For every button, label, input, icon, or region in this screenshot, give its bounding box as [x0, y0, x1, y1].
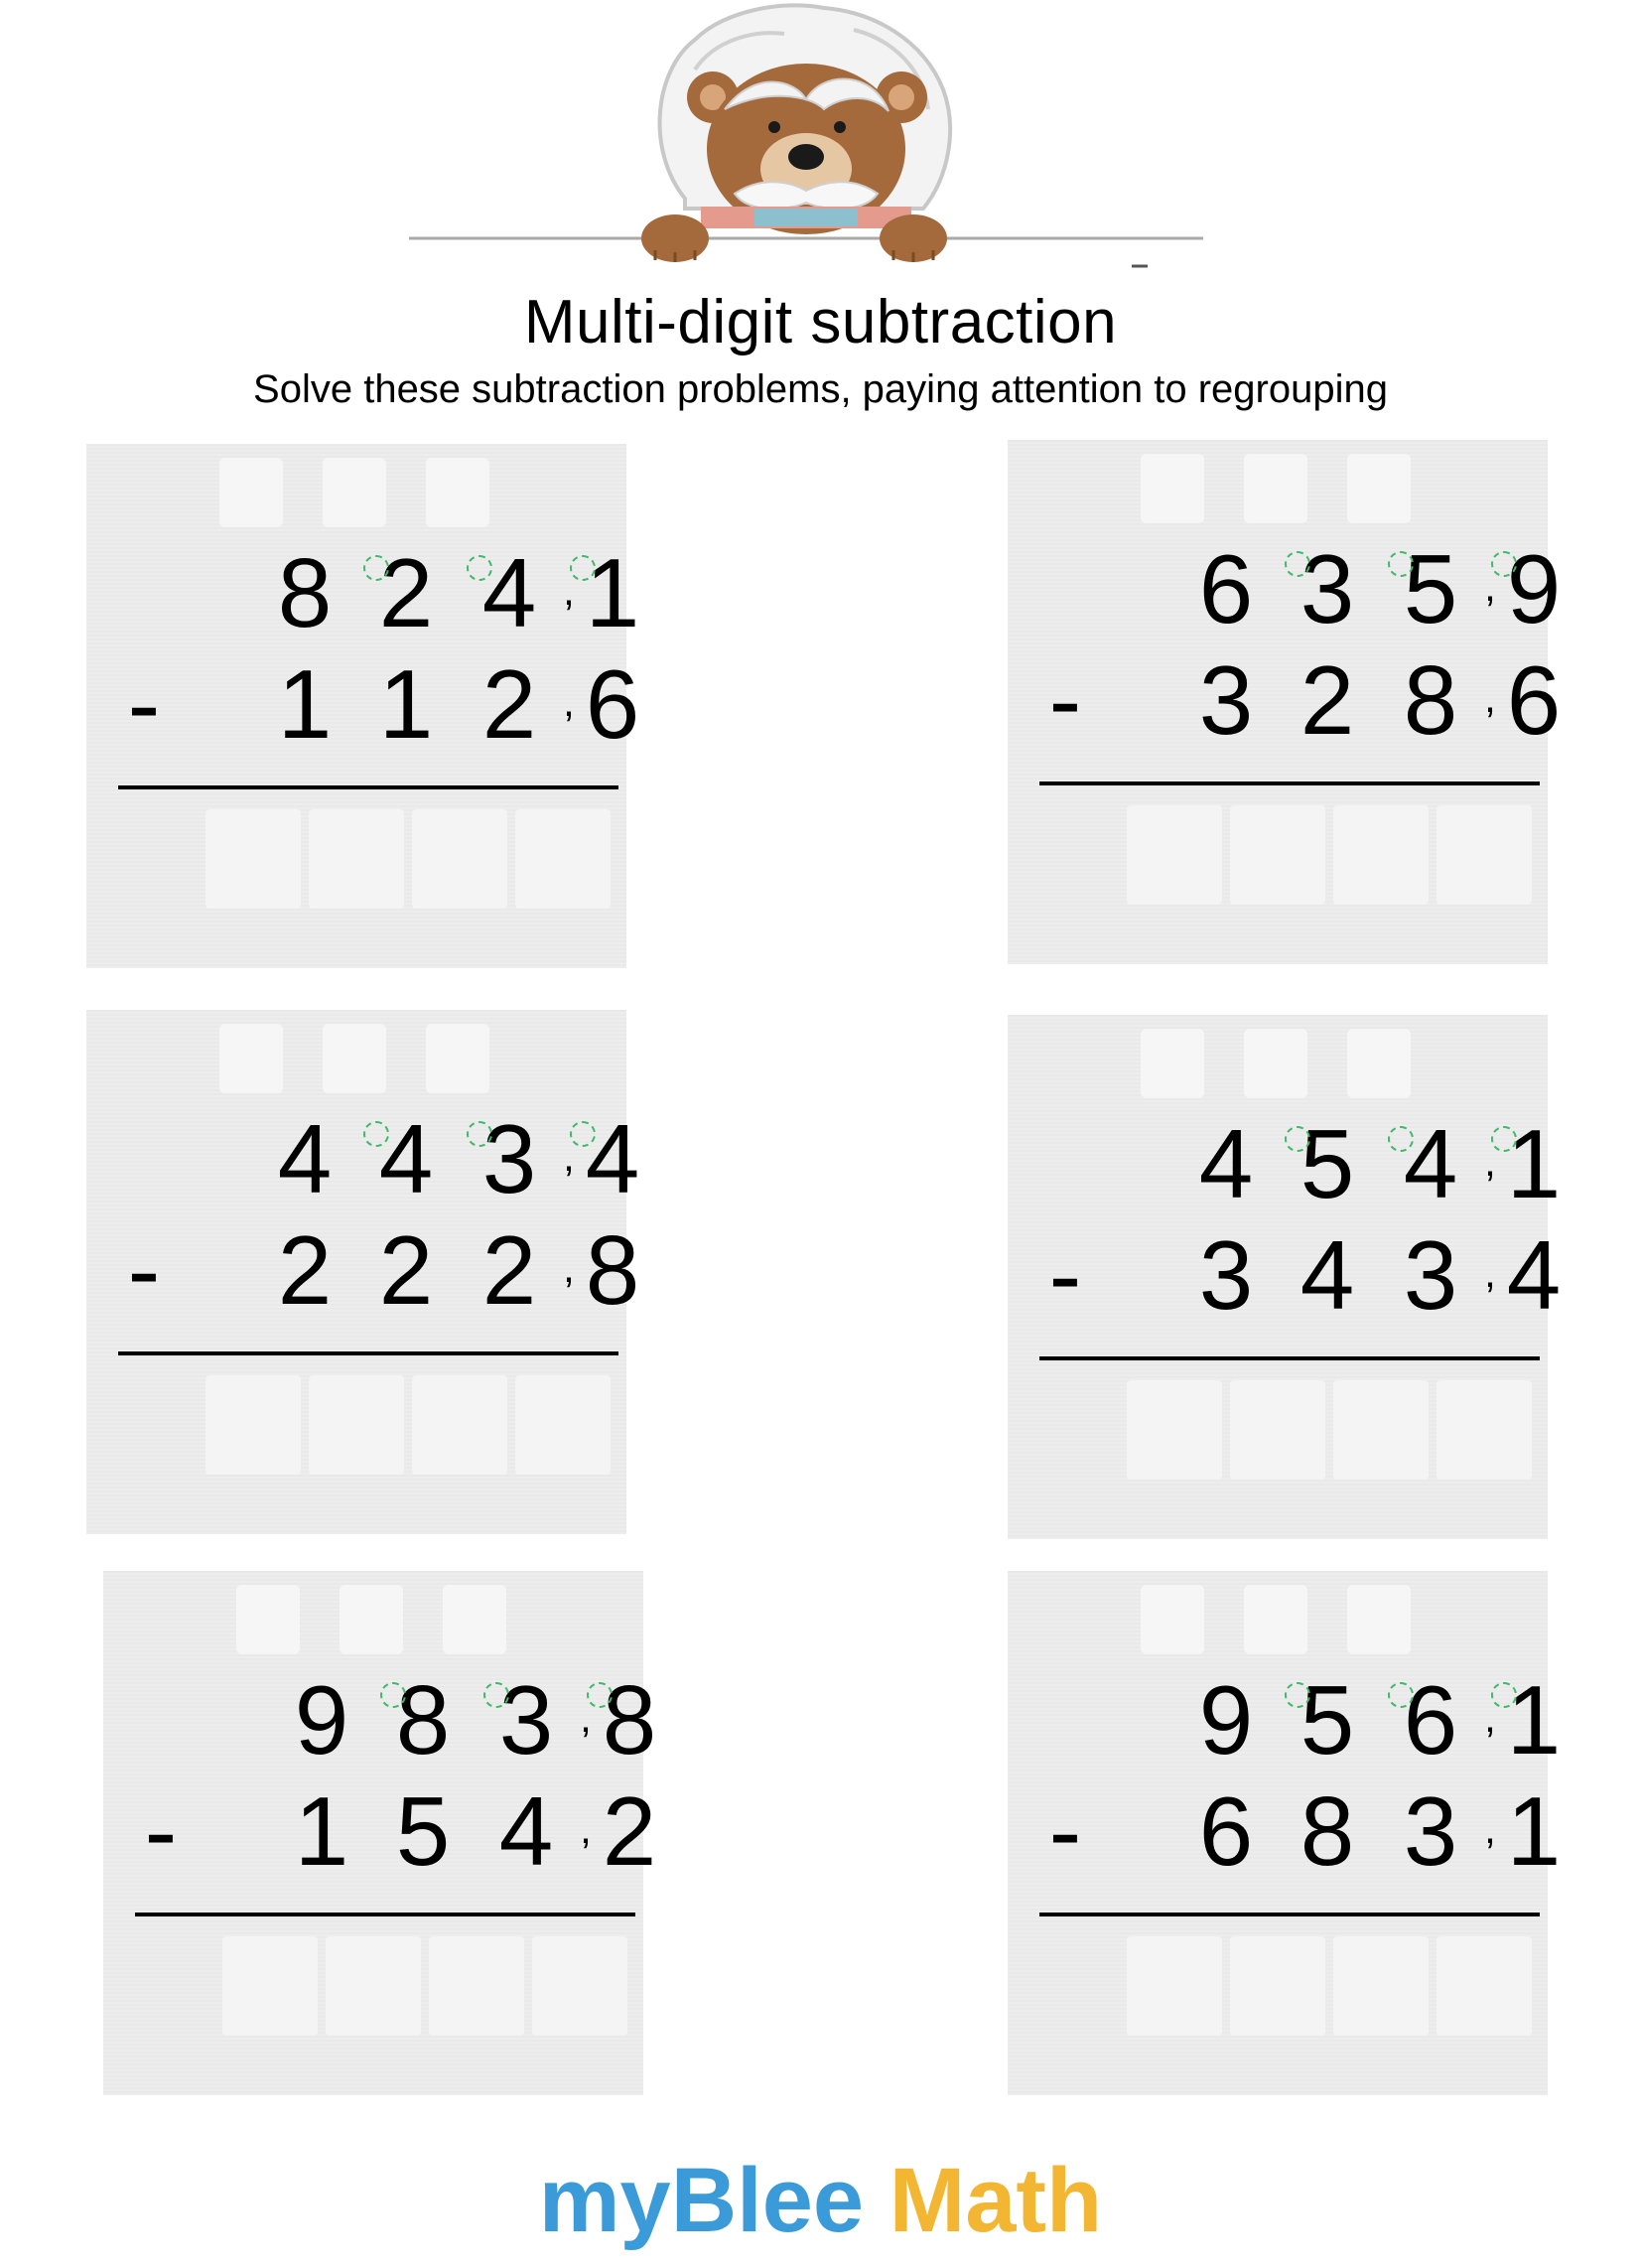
- carry-box[interactable]: [1347, 1029, 1411, 1098]
- minus-sign: -: [1048, 1220, 1082, 1330]
- minuend-digit: 8: [602, 1665, 657, 1774]
- regroup-circle-icon[interactable]: [363, 555, 389, 581]
- minuend-digit: 1: [1506, 1109, 1562, 1218]
- decimal-separator: ,: [1484, 1249, 1496, 1296]
- answer-box[interactable]: [205, 1375, 301, 1475]
- brand-logo: [0, 2151, 1641, 2250]
- minuend-digit: 1: [1506, 1665, 1562, 1774]
- decimal-separator: ,: [1484, 674, 1496, 721]
- minuend-row: [86, 1104, 640, 1213]
- minuend-digit: 3: [1299, 534, 1355, 643]
- subtrahend-digit: 4: [1299, 1220, 1355, 1330]
- page-subtitle: Solve these subtraction problems, paying attention to regrouping: [253, 367, 1388, 411]
- subtrahend-row: [86, 649, 640, 759]
- answer-box[interactable]: [1127, 1936, 1222, 2036]
- regroup-circle-icon[interactable]: [1388, 551, 1414, 577]
- sum-line: [135, 1913, 635, 1916]
- regroup-circle-icon[interactable]: [467, 1121, 492, 1147]
- problem-card-2: [1008, 440, 1562, 964]
- carry-box[interactable]: [236, 1585, 300, 1654]
- minus-sign: -: [127, 1215, 161, 1325]
- subtrahend-row: [103, 1776, 657, 1886]
- carry-box[interactable]: [1244, 454, 1307, 523]
- minuend-digit: 1: [585, 538, 640, 647]
- subtrahend-digit: 3: [1198, 645, 1254, 755]
- regroup-circle-icon[interactable]: [1388, 1682, 1414, 1708]
- regroup-circle-icon[interactable]: [1285, 1682, 1310, 1708]
- answer-box[interactable]: [326, 1936, 421, 2036]
- subtrahend-digit: 8: [585, 1215, 640, 1325]
- minuend-digit: 5: [1403, 534, 1458, 643]
- regroup-circle-icon[interactable]: [483, 1682, 509, 1708]
- answer-box[interactable]: [309, 1375, 404, 1475]
- minuend-digit: 8: [277, 538, 333, 647]
- answer-box[interactable]: [429, 1936, 524, 2036]
- answer-box[interactable]: [1333, 1936, 1429, 2036]
- answer-box[interactable]: [1333, 1380, 1429, 1480]
- minuend-digit: 6: [1403, 1665, 1458, 1774]
- regroup-circle-icon[interactable]: [380, 1682, 406, 1708]
- subtrahend-digit: 2: [1299, 645, 1355, 755]
- problem-card-3: [86, 1010, 640, 1534]
- subtrahend-digit: 2: [481, 649, 537, 759]
- subtrahend-digit: 1: [294, 1776, 349, 1886]
- carry-box[interactable]: [426, 1024, 489, 1093]
- subtrahend-digit: 1: [378, 649, 434, 759]
- subtrahend-digit: 6: [1198, 1776, 1254, 1886]
- minus-sign: -: [1048, 645, 1082, 755]
- minuend-digit: 3: [498, 1665, 554, 1774]
- regroup-circle-icon[interactable]: [363, 1121, 389, 1147]
- decimal-separator: ,: [563, 567, 575, 614]
- subtrahend-digit: 2: [481, 1215, 537, 1325]
- answer-box[interactable]: [1436, 1380, 1532, 1480]
- minuend-digit: 9: [1506, 534, 1562, 643]
- decimal-separator: ,: [580, 1805, 592, 1852]
- decimal-separator: ,: [1484, 563, 1496, 610]
- sum-line: [118, 785, 618, 789]
- sum-line: [1039, 1913, 1540, 1916]
- sum-line: [1039, 1356, 1540, 1360]
- carry-box[interactable]: [323, 1024, 386, 1093]
- minuend-digit: 4: [277, 1104, 333, 1213]
- subtrahend-digit: 3: [1403, 1220, 1458, 1330]
- minuend-digit: 6: [1198, 534, 1254, 643]
- minuend-digit: 5: [1299, 1109, 1355, 1218]
- brand-part-2: Math: [864, 2150, 1103, 2251]
- answer-box[interactable]: [532, 1936, 627, 2036]
- sum-line: [1039, 781, 1540, 785]
- carry-box[interactable]: [219, 1024, 283, 1093]
- minus-sign: -: [144, 1776, 178, 1886]
- subtrahend-digit: 5: [395, 1776, 451, 1886]
- decimal-separator: ,: [563, 1133, 575, 1180]
- minuend-digit: 5: [1299, 1665, 1355, 1774]
- answer-box[interactable]: [412, 1375, 507, 1475]
- answer-box[interactable]: [1127, 805, 1222, 905]
- answer-box[interactable]: [222, 1936, 318, 2036]
- minuend-digit: 2: [378, 538, 434, 647]
- carry-box[interactable]: [1347, 454, 1411, 523]
- minuend-digit: 8: [395, 1665, 451, 1774]
- minuend-digit: 3: [481, 1104, 537, 1213]
- answer-box[interactable]: [309, 809, 404, 909]
- regroup-circle-icon[interactable]: [1285, 551, 1310, 577]
- problem-card-6: [1008, 1571, 1562, 2095]
- answer-box[interactable]: [1230, 1936, 1325, 2036]
- regroup-circle-icon[interactable]: [467, 555, 492, 581]
- minuend-digit: 4: [1403, 1109, 1458, 1218]
- decimal-separator: ,: [1484, 1805, 1496, 1852]
- minuend-digit: 4: [481, 538, 537, 647]
- brand-part-1: myBlee: [538, 2150, 865, 2251]
- subtrahend-digit: 6: [585, 649, 640, 759]
- minuend-digit: 9: [1198, 1665, 1254, 1774]
- subtrahend-digit: 2: [378, 1215, 434, 1325]
- decimal-separator: ,: [1484, 1694, 1496, 1741]
- carry-box[interactable]: [1141, 1585, 1204, 1654]
- minuend-row: [1008, 1665, 1562, 1774]
- subtrahend-digit: 3: [1198, 1220, 1254, 1330]
- carry-box[interactable]: [426, 458, 489, 527]
- minuend-digit: 4: [1198, 1109, 1254, 1218]
- answer-box[interactable]: [1333, 805, 1429, 905]
- carry-box[interactable]: [443, 1585, 506, 1654]
- carry-box[interactable]: [1244, 1029, 1307, 1098]
- carry-box[interactable]: [1244, 1585, 1307, 1654]
- carry-box[interactable]: [1141, 454, 1204, 523]
- answer-box[interactable]: [1230, 805, 1325, 905]
- subtrahend-digit: 3: [1403, 1776, 1458, 1886]
- minuend-digit: 9: [294, 1665, 349, 1774]
- sum-line: [118, 1351, 618, 1355]
- subtrahend-digit: 6: [1506, 645, 1562, 755]
- answer-box[interactable]: [1436, 1936, 1532, 2036]
- problem-card-5: [103, 1571, 657, 2095]
- answer-box[interactable]: [515, 1375, 611, 1475]
- carry-box[interactable]: [219, 458, 283, 527]
- carry-box[interactable]: [340, 1585, 403, 1654]
- minuend-row: [1008, 534, 1562, 643]
- page-title: Multi-digit subtraction: [523, 288, 1118, 356]
- minuend-digit: 4: [585, 1104, 640, 1213]
- carry-box[interactable]: [1347, 1585, 1411, 1654]
- subtrahend-row: [1008, 1776, 1562, 1886]
- subtrahend-row: [86, 1215, 640, 1325]
- subtrahend-row: [1008, 1220, 1562, 1330]
- minus-sign: -: [127, 649, 161, 759]
- carry-box[interactable]: [1141, 1029, 1204, 1098]
- subtrahend-digit: 4: [498, 1776, 554, 1886]
- answer-box[interactable]: [205, 809, 301, 909]
- answer-box[interactable]: [412, 809, 507, 909]
- bear-mascot-illustration: [0, 0, 1641, 278]
- subtrahend-digit: 2: [602, 1776, 657, 1886]
- regroup-circle-icon[interactable]: [1285, 1126, 1310, 1152]
- minuend-digit: 4: [378, 1104, 434, 1213]
- answer-box[interactable]: [515, 809, 611, 909]
- problem-card-4: [1008, 1015, 1562, 1539]
- carry-box[interactable]: [323, 458, 386, 527]
- subtrahend-digit: 1: [277, 649, 333, 759]
- subtrahend-digit: 8: [1403, 645, 1458, 755]
- subtrahend-digit: 2: [277, 1215, 333, 1325]
- problem-card-1: [86, 444, 640, 968]
- decimal-separator: ,: [580, 1694, 592, 1741]
- regroup-circle-icon[interactable]: [1388, 1126, 1414, 1152]
- answer-box[interactable]: [1436, 805, 1532, 905]
- subtrahend-digit: 8: [1299, 1776, 1355, 1886]
- decimal-separator: ,: [1484, 1138, 1496, 1185]
- answer-box[interactable]: [1230, 1380, 1325, 1480]
- minuend-row: [86, 538, 640, 647]
- decimal-separator: ,: [563, 678, 575, 725]
- subtrahend-row: [1008, 645, 1562, 755]
- answer-box[interactable]: [1127, 1380, 1222, 1480]
- subtrahend-digit: 1: [1506, 1776, 1562, 1886]
- decimal-separator: ,: [563, 1244, 575, 1291]
- minuend-row: [1008, 1109, 1562, 1218]
- minus-sign: -: [1048, 1776, 1082, 1886]
- minuend-row: [103, 1665, 657, 1774]
- subtrahend-digit: 4: [1506, 1220, 1562, 1330]
